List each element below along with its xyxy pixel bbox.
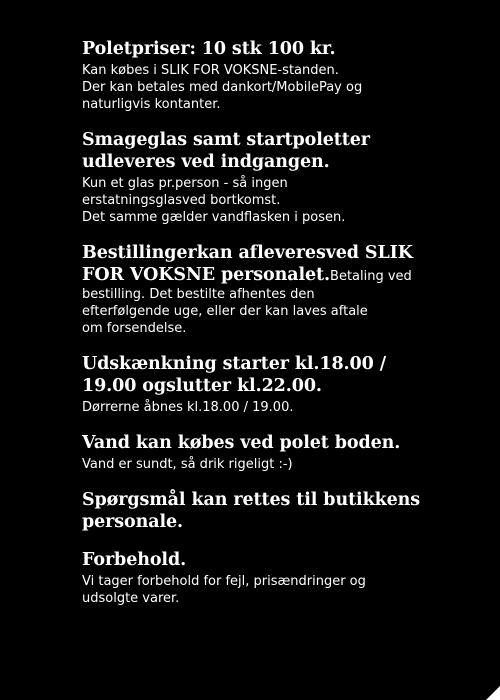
- body-line: Der kan betales med dankort/MobilePay og: [82, 80, 363, 95]
- body-line: naturligvis kontanter.: [82, 97, 221, 112]
- section-questions: [82, 489, 482, 533]
- heading-line: Poletpriser: 10 stk 100 kr.: [82, 39, 336, 59]
- section-body: [82, 62, 482, 113]
- page-corner: [486, 686, 500, 700]
- body-line: Vi tager forbehold for fejl, prisændringer og: [82, 574, 366, 589]
- heading-line: Udskænkning starter kl.18.00 /: [82, 354, 386, 374]
- heading-line: [82, 264, 482, 286]
- section-disclaimer: [82, 549, 482, 607]
- section-heading: [82, 489, 482, 533]
- body-line: Dørrerne åbnes kl.18.00 / 19.00.: [82, 400, 294, 415]
- body-line: erstatningsglasved bortkomst.: [82, 193, 281, 208]
- section-heading: [82, 242, 482, 286]
- section-body: [82, 456, 482, 473]
- body-line: Vand er sundt, så drik rigeligt :-): [82, 457, 293, 472]
- body-line: Det samme gælder vandflasken i posen.: [82, 210, 346, 225]
- heading-line: Bestillingerkan afleveresved SLIK: [82, 243, 413, 263]
- section-body: [82, 573, 482, 607]
- section-serving-hours: [82, 353, 482, 416]
- heading-line: Vand kan købes ved polet boden.: [82, 433, 401, 453]
- heading-inline-body: Betaling ved: [330, 269, 412, 284]
- section-body: [82, 399, 482, 416]
- body-line: bestilling. Det bestilte afhentes den: [82, 287, 315, 302]
- section-heading: [82, 129, 482, 173]
- body-line: Kan købes i SLIK FOR VOKSNE-standen.: [82, 63, 339, 78]
- section-orders: [82, 242, 482, 337]
- heading-line: Forbehold.: [82, 550, 187, 570]
- section-heading: [82, 38, 482, 60]
- body-line: Kun et glas pr.person - så ingen: [82, 176, 288, 191]
- heading-line: 19.00 ogslutter kl.22.00.: [82, 376, 322, 396]
- heading-line: udleveres ved indgangen.: [82, 152, 330, 172]
- section-water: [82, 432, 482, 473]
- section-tasting-glasses: [82, 129, 482, 226]
- heading-line: personale.: [82, 512, 184, 532]
- heading-text: FOR VOKSNE personalet.: [82, 265, 331, 285]
- section-heading: [82, 549, 482, 571]
- section-heading: [82, 353, 482, 397]
- section-body: [82, 286, 482, 337]
- body-line: efterfølgende uge, eller der kan laves aftale: [82, 304, 368, 319]
- body-line: udsolgte varer.: [82, 591, 180, 606]
- section-body: [82, 175, 482, 226]
- body-line: om forsendelse.: [82, 321, 187, 336]
- section-heading: [82, 432, 482, 454]
- heading-line: Spørgsmål kan rettes til butikkens: [82, 490, 421, 510]
- info-content: [82, 38, 482, 623]
- section-token-prices: [82, 38, 482, 113]
- heading-line: Smageglas samt startpoletter: [82, 130, 370, 150]
